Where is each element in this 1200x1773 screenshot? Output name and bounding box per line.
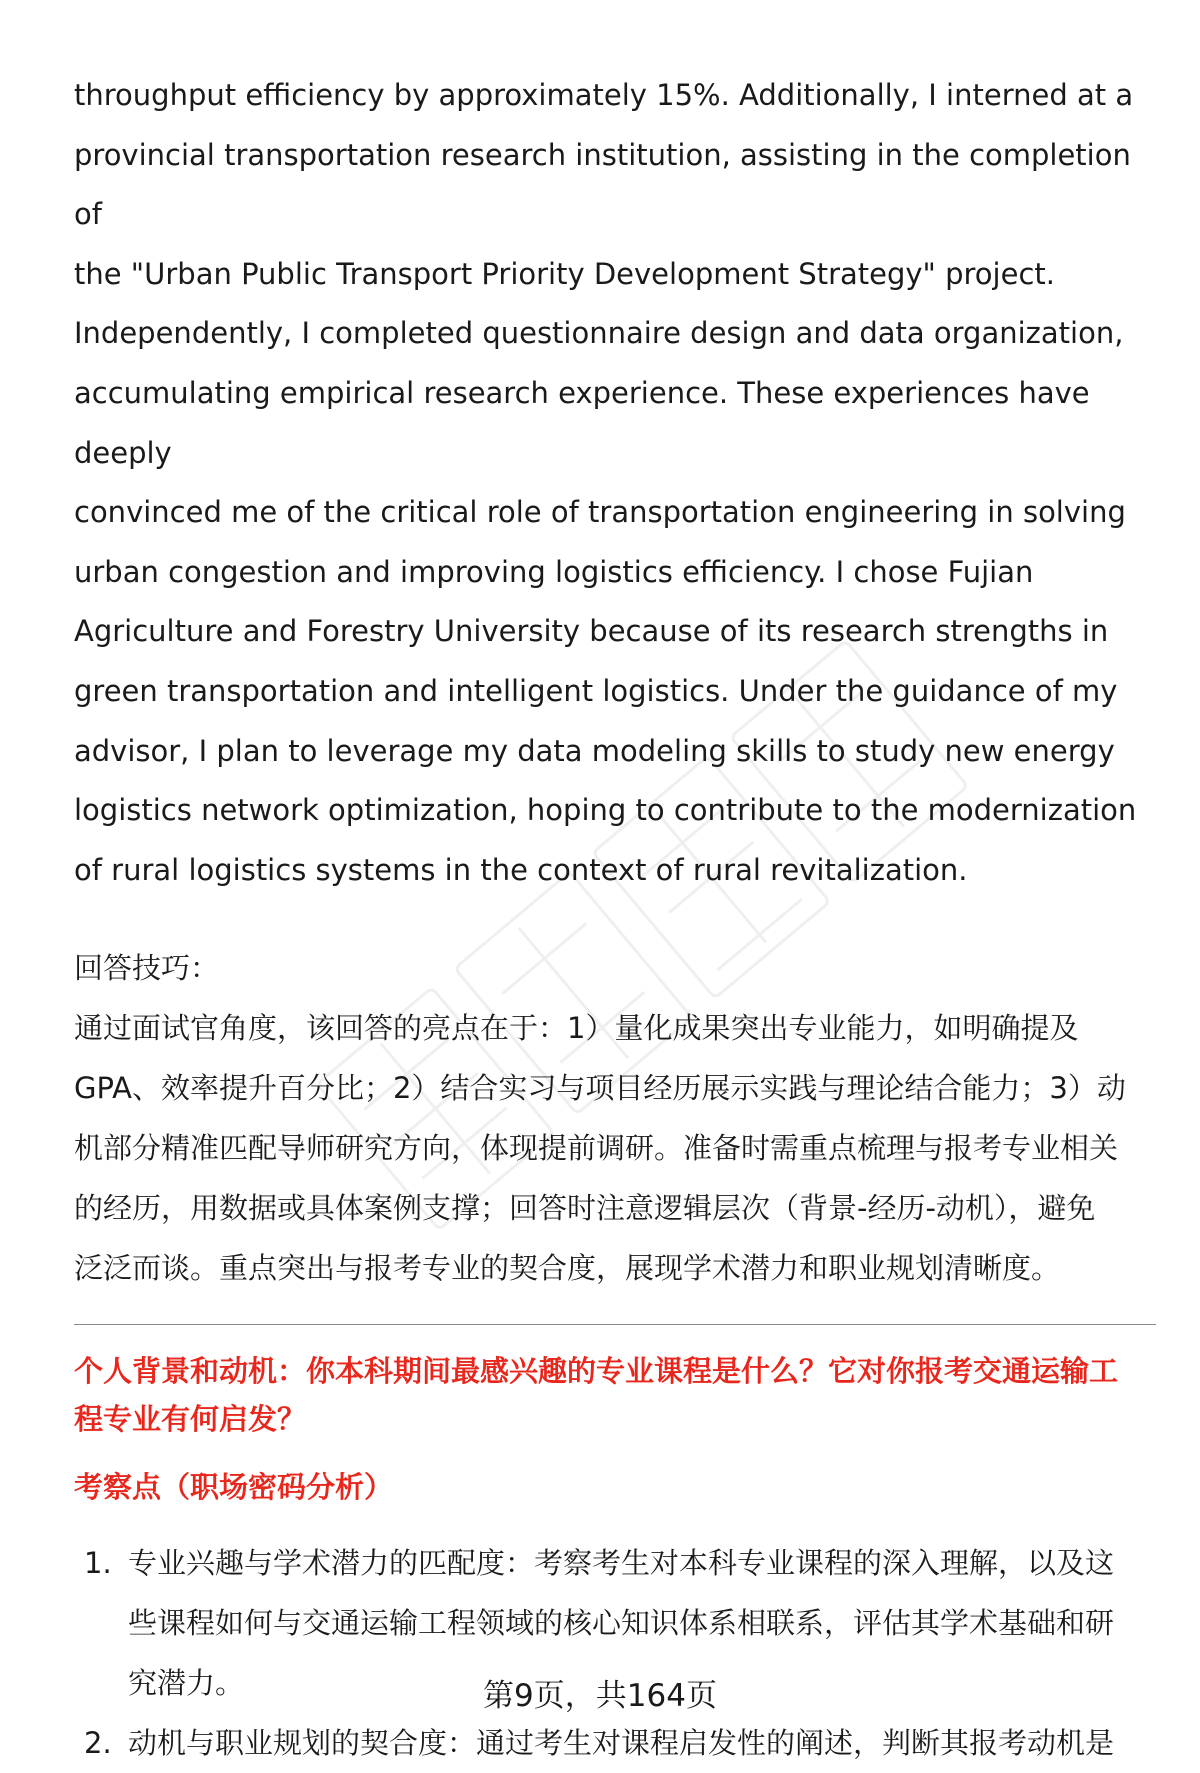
list-item-line: 动机与职业规划的契合度：通过考生对课程启发性的阐述，判断其报考动机是 bbox=[128, 1726, 1115, 1761]
tips-line: 泛泛而谈。重点突出与报考专业的契合度，展现学术潜力和职业规划清晰度。 bbox=[74, 1251, 1061, 1286]
tips-line: 机部分精准匹配导师研究方向，体现提前调研。准备时需重点梳理与报考专业相关 bbox=[74, 1131, 1119, 1166]
answer-line: the "Urban Public Transport Priority Development Strategy" project. bbox=[74, 256, 1055, 291]
list-item-number: 1. bbox=[84, 1546, 112, 1581]
question-heading bbox=[74, 1347, 1156, 1443]
answer-line: urban congestion and improving logistics efficiency. I chose Fujian bbox=[74, 554, 1034, 589]
analysis-heading: 考察点（职场密码分析） bbox=[74, 1470, 394, 1505]
tips-line: 通过面试官角度，该回答的亮点在于：1）量化成果突出专业能力，如明确提及 bbox=[74, 1011, 1079, 1046]
section-divider bbox=[74, 1324, 1156, 1325]
answer-line: Independently, I completed questionnaire design and data organization, bbox=[74, 316, 1124, 351]
tips-title: 回答技巧： bbox=[74, 951, 220, 986]
tips-line: 的经历，用数据或具体案例支撑；回答时注意逻辑层次（背景-经历-动机），避免 bbox=[74, 1191, 1096, 1226]
answer-paragraph bbox=[74, 66, 1156, 900]
list-item-line: 专业兴趣与学术潜力的匹配度：考察考生对本科专业课程的深入理解，以及这 bbox=[128, 1546, 1115, 1581]
answer-line: throughput efficiency by approximately 15%. Additionally, I interned at a bbox=[74, 78, 1134, 112]
list-item bbox=[74, 1713, 1156, 1773]
page-footer: 第9页，共164页 bbox=[483, 1678, 717, 1714]
question-line: 个人背景和动机：你本科期间最感兴趣的专业课程是什么？它对你报考交通运输工 bbox=[74, 1354, 1119, 1389]
answer-line: convinced me of the critical role of transportation engineering in solving bbox=[74, 495, 1126, 530]
tips-line: GPA、效率提升百分比；2）结合实习与项目经历展示实践与理论结合能力；3）动 bbox=[74, 1071, 1126, 1106]
answer-line: provincial transportation research institution, assisting in the completion of bbox=[74, 137, 1131, 232]
answer-line: logistics network optimization, hoping to contribute to the modernization bbox=[74, 793, 1137, 828]
analysis-points-list bbox=[74, 1533, 1156, 1773]
answer-line: green transportation and intelligent logistics. Under the guidance of my bbox=[74, 673, 1118, 708]
list-item-number: 2. bbox=[84, 1726, 112, 1761]
list-item-line: 究潜力。 bbox=[128, 1666, 245, 1701]
question-line: 程专业有何启发？ bbox=[74, 1402, 307, 1437]
answer-line: of rural logistics systems in the context of rural revitalization. bbox=[74, 852, 968, 887]
list-item-line: 些课程如何与交通运输工程领域的核心知识体系相联系，评估其学术基础和研 bbox=[128, 1606, 1115, 1641]
answer-line: accumulating empirical research experience. These experiences have deeply bbox=[74, 375, 1090, 470]
answer-line: Agriculture and Forestry University because of its research strengths in bbox=[74, 614, 1109, 649]
tips-body bbox=[74, 998, 1156, 1298]
answer-line: advisor, I plan to leverage my data modeling skills to study new energy bbox=[74, 733, 1115, 768]
document-page bbox=[74, 66, 1156, 1773]
